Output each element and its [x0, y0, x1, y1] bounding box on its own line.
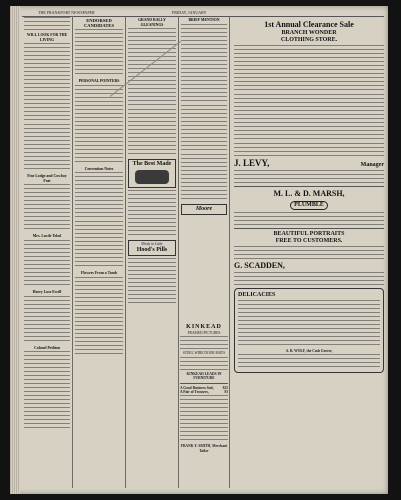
suit-title: A Good Business Suit,	[180, 385, 214, 390]
tailor-name: FRANK Y. SMITH, Merchant Tailor	[180, 444, 228, 453]
column-1	[24, 16, 70, 488]
column-2	[75, 16, 123, 488]
kinkead-framed-pictures: FRAMED PICTURES	[187, 331, 221, 335]
best-made-illustration	[135, 170, 169, 184]
col2-headline-3: Convention Notes	[84, 166, 114, 171]
best-made-ad	[128, 159, 176, 188]
scadden-name: G. SCADDEN,	[234, 261, 285, 270]
kinkead-title: KINKEAD	[186, 324, 222, 330]
levy-row	[234, 158, 384, 169]
portraits-subtitle: FREE TO CUSTOMERS.	[275, 238, 343, 244]
trousers-price-row	[180, 390, 228, 394]
marsh-name: M. L. & D. MARSH,	[273, 189, 345, 198]
newspaper-page	[10, 6, 388, 494]
store-name-1: BRANCH WONDER	[281, 30, 337, 36]
col2-headline-2: PERSONAL POINTERS	[78, 79, 120, 83]
best-made-title: The Best Made	[132, 161, 172, 168]
paper-name: THE FRANKFORT NEWSPAPER	[38, 10, 95, 15]
meals-in-little: Meals in Little	[141, 242, 163, 247]
marsh-logo	[234, 201, 384, 210]
clearance-sale-title: 1st Annual Clearance Sale	[264, 20, 354, 29]
trousers-price: $5	[224, 390, 228, 395]
col2-headline-1: ENDORSED CANDIDATES	[83, 18, 115, 28]
delicacies-title: DELICACIES	[238, 292, 276, 298]
moore-title: Moore	[195, 205, 213, 212]
kinkead-door-mats: STEEL WIRE DOOR MATS	[182, 351, 226, 356]
moore-ad	[181, 204, 227, 215]
col1-headline-4: Harry Lose Ewell	[32, 289, 62, 294]
col1-headline-1: WILL LOOK FOR THE LIVING	[26, 33, 68, 42]
levy-role: Manager	[360, 162, 384, 168]
col1-headline-2: Fine Lodge and Cowboy Feat	[27, 174, 67, 183]
kinkead-furniture: KINKEAD LEADS IN FURNITURE	[186, 371, 222, 381]
right-ad-column	[234, 20, 384, 488]
plumble-logo: PLUMBLE	[290, 201, 328, 210]
suit-price: $25	[222, 385, 228, 390]
hoods-pills-ad	[128, 240, 176, 255]
hoods-pills-title: Hood's Pills	[136, 246, 168, 253]
issue-date: FRIDAY, JANUARY	[172, 10, 207, 15]
delicacies-ad	[234, 288, 384, 373]
levy-name: J. LEVY,	[234, 158, 270, 168]
trousers-title: A Pair of Trousers,	[180, 390, 209, 395]
col2-headline-4: Flowers From a Tomb	[81, 271, 117, 276]
grocer-name: A. B. WOLF, the Cash Grocer,	[285, 349, 333, 353]
portraits-title: BEAUTIFUL PORTRAITS	[273, 231, 345, 237]
store-name-2: CLOTHING STORE.	[280, 37, 338, 43]
col1-headline-5: Colonel Pethion	[34, 345, 60, 350]
kinkead-ad	[180, 324, 228, 488]
column-3	[128, 16, 176, 488]
col4-headline-1: BRIEF MENTION	[188, 18, 220, 22]
col3-headline-1: GRAND RALLY GLEANINGS	[138, 18, 166, 27]
page-binding-edge	[10, 6, 20, 494]
col1-headline-3: Mrs. Lucile Tebol	[32, 234, 62, 239]
